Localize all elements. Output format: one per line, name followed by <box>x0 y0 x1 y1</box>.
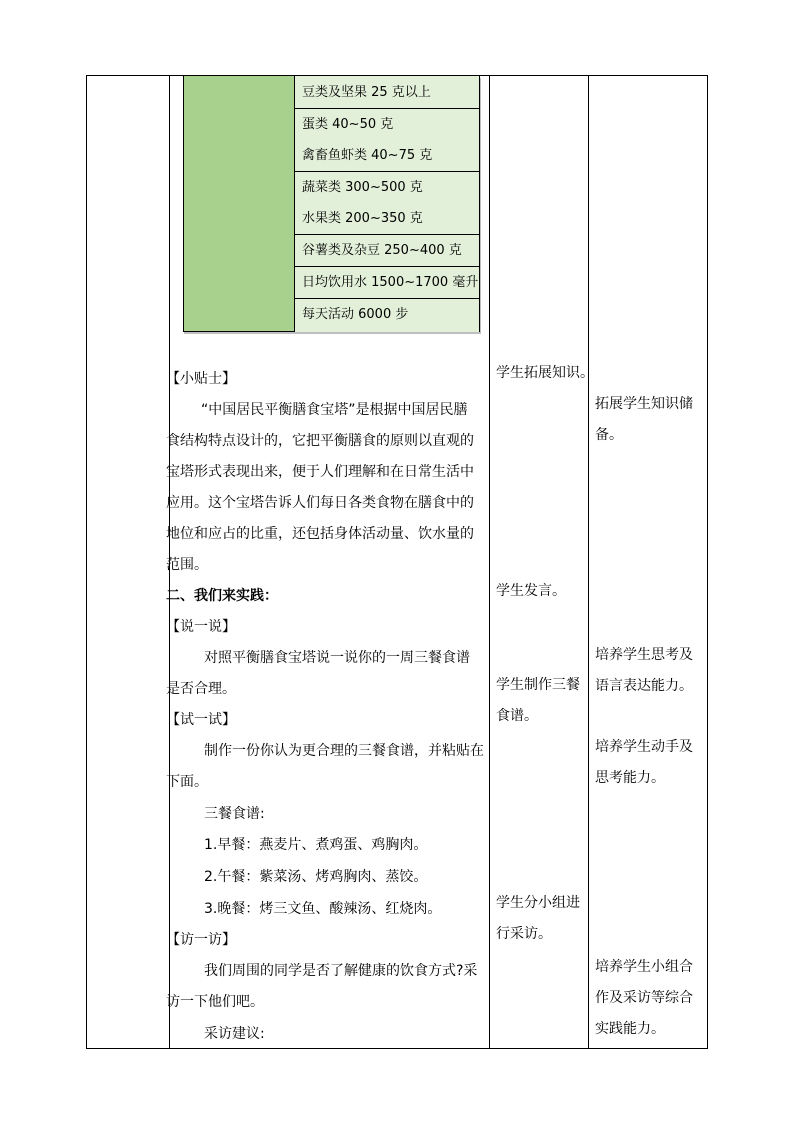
pyramid-text: 蔬菜类 300~500 克 <box>302 180 423 195</box>
design-intent: 培养学生动手及 <box>595 739 693 755</box>
design-intent: 语言表达能力。 <box>595 678 693 694</box>
visit-text: 访一下他们吧。 <box>166 994 264 1010</box>
column-divider <box>588 76 589 1048</box>
pyramid-row <box>295 299 479 332</box>
visit-text: 我们周围的同学是否了解健康的饮食方式?采 <box>204 963 478 979</box>
menu-item: 1.早餐：燕麦片、煮鸡蛋、鸡胸肉。 <box>204 837 428 853</box>
design-intent: 培养学生小组合 <box>595 959 693 975</box>
design-intent: 备。 <box>595 427 623 443</box>
pyramid-text: 日均饮用水 1500~1700 毫升 <box>302 275 479 290</box>
design-intent: 作及采访等综合 <box>595 990 693 1006</box>
diet-pyramid-table <box>183 76 480 332</box>
student-activity: 行采访。 <box>496 926 552 942</box>
pyramid-row <box>295 76 479 109</box>
student-activity: 学生分小组进 <box>496 895 580 911</box>
design-intent: 培养学生思考及 <box>595 647 693 663</box>
pyramid-text: 谷薯类及杂豆 250~400 克 <box>302 243 462 258</box>
pyramid-row <box>295 267 479 299</box>
pyramid-row <box>295 235 479 267</box>
say-text: 是否合理。 <box>166 681 236 697</box>
student-activity: 食谱。 <box>496 708 538 724</box>
pyramid-row <box>295 109 479 172</box>
tip-text: 应用。这个宝塔告诉人们每日各类食物在膳食中的 <box>166 495 474 511</box>
tip-text: 地位和应占的比重，还包括身体活动量、饮水量的 <box>166 526 474 542</box>
design-intent: 思考能力。 <box>595 770 665 786</box>
tip-text: 宝塔形式表现出来，便于人们理解和在日常生活中 <box>166 464 474 480</box>
pyramid-text: 禽畜鱼虾类 40~75 克 <box>302 148 433 163</box>
tip-heading: 【小贴士】 <box>166 371 236 387</box>
pyramid-text: 豆类及坚果 25 克以上 <box>302 85 431 100</box>
pyramid-text: 每天活动 6000 步 <box>302 307 409 322</box>
pyramid-image-cell <box>184 76 295 331</box>
design-intent: 拓展学生知识储 <box>595 396 693 412</box>
pyramid-row <box>295 172 479 235</box>
student-activity: 学生制作三餐 <box>496 677 580 693</box>
tip-text: “中国居民平衡膳食宝塔”是根据中国居民膳 <box>201 402 468 418</box>
say-text: 对照平衡膳食宝塔说一说你的一周三餐食谱 <box>204 650 470 666</box>
pyramid-text: 蛋类 40~50 克 <box>302 117 394 132</box>
try-text: 制作一份你认为更合理的三餐食谱，并粘贴在 <box>204 743 484 759</box>
try-heading: 【试一试】 <box>166 712 236 728</box>
design-intent: 实践能力。 <box>595 1021 665 1037</box>
say-heading: 【说一说】 <box>166 619 236 635</box>
student-activity: 学生拓展知识。 <box>496 365 594 381</box>
menu-item: 3.晚餐：烤三文鱼、酸辣汤、红烧肉。 <box>204 901 442 917</box>
student-activity: 学生发言。 <box>496 583 566 599</box>
visit-suggestion: 采访建议: <box>204 1026 265 1042</box>
lesson-table <box>86 75 708 1049</box>
menu-title: 三餐食谱: <box>204 806 265 822</box>
tip-text: 范围。 <box>166 557 208 573</box>
menu-item: 2.午餐：紫菜汤、烤鸡胸肉、蒸饺。 <box>204 869 428 885</box>
try-text: 下面。 <box>166 774 208 790</box>
visit-heading: 【访一访】 <box>166 932 236 948</box>
section-heading: 二、我们来实践： <box>166 588 278 604</box>
tip-text: 食结构特点设计的，它把平衡膳食的原则以直观的 <box>166 433 474 449</box>
column-divider <box>489 76 490 1048</box>
pyramid-text: 水果类 200~350 克 <box>302 211 423 226</box>
